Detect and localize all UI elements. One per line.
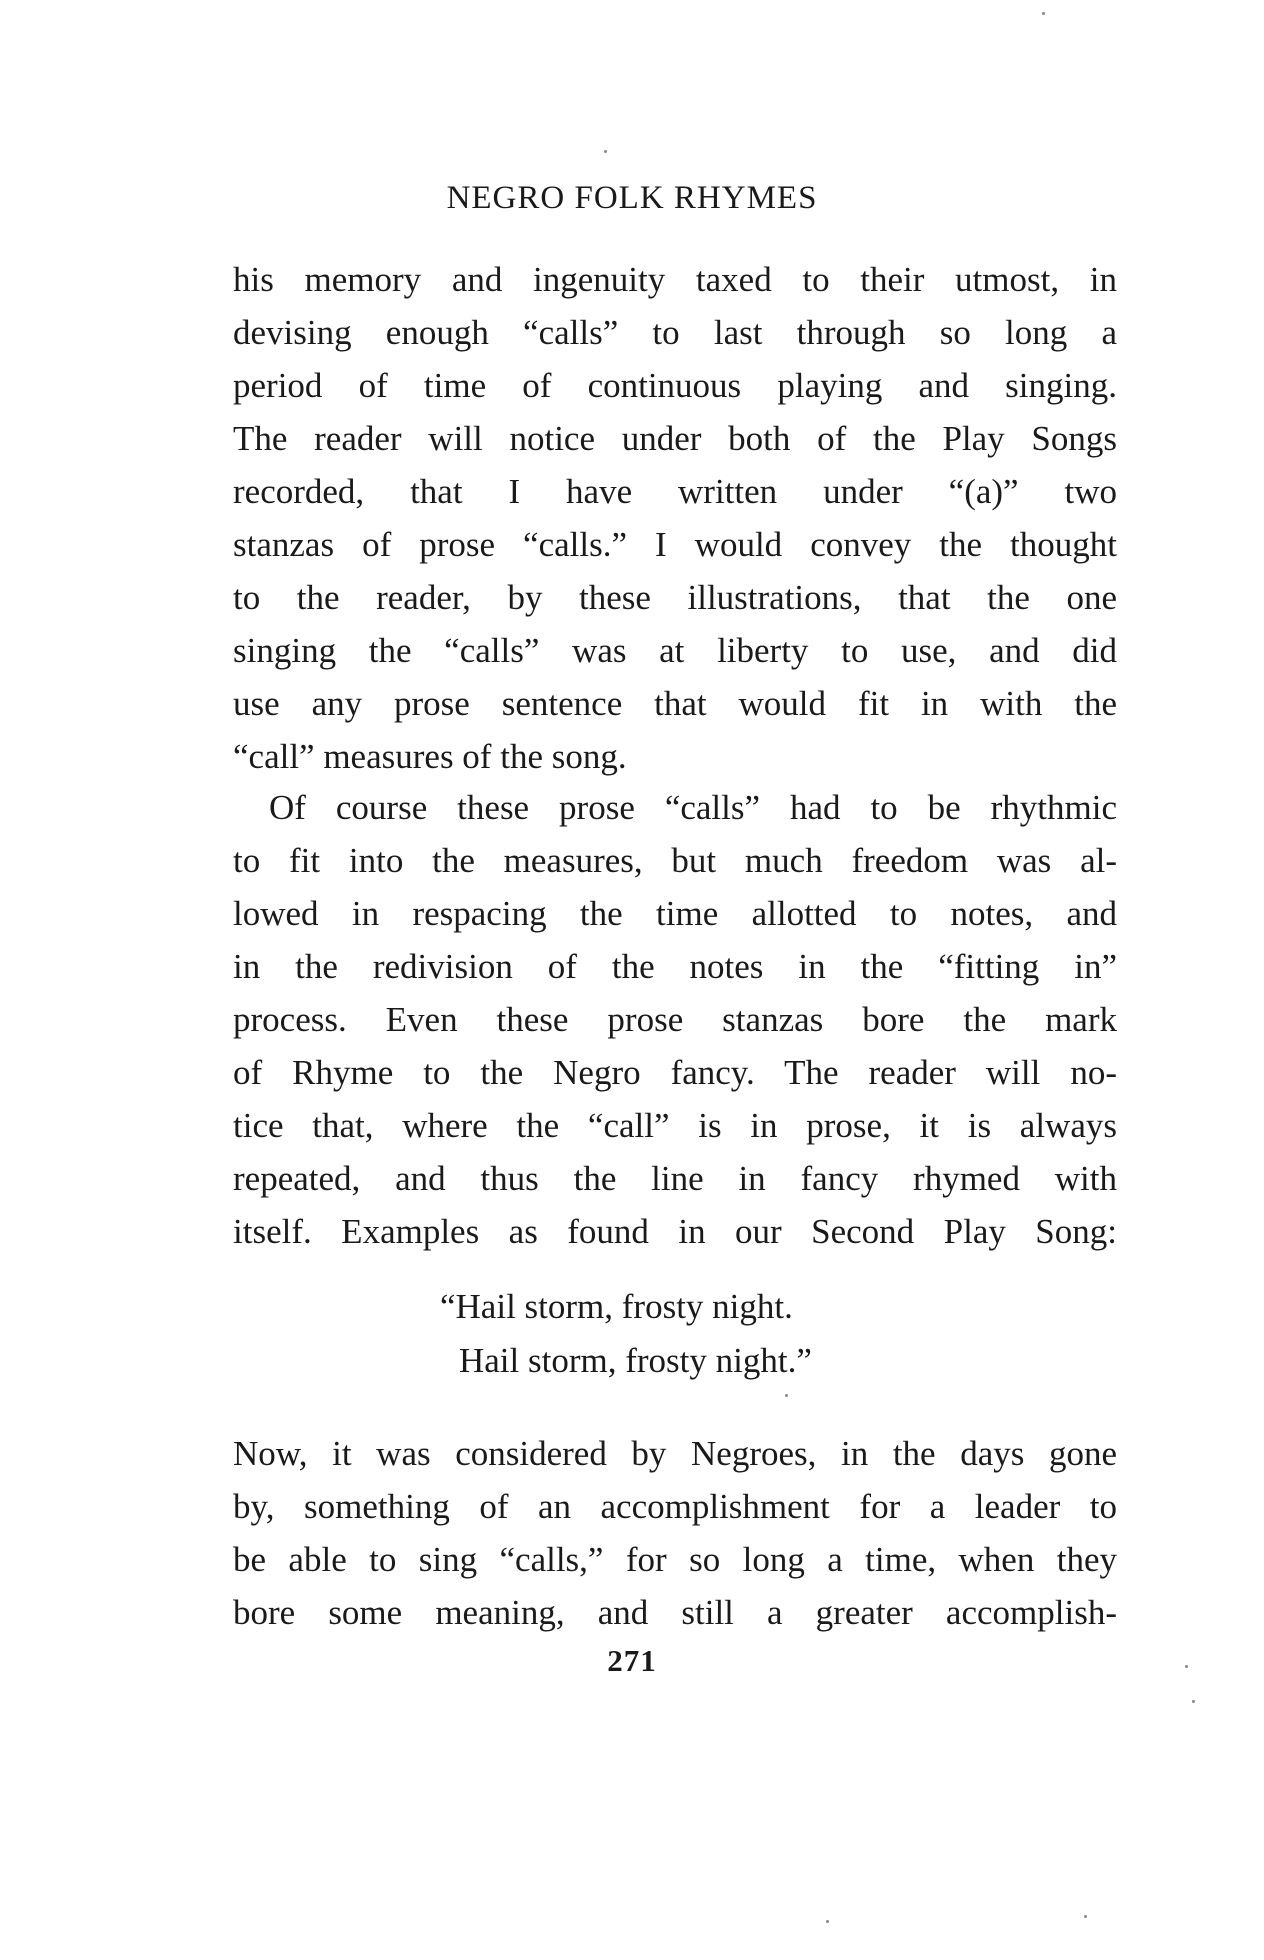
scan-speck xyxy=(785,1394,788,1397)
text-line: Of course these prose “calls” had to be rhythmic xyxy=(269,788,1117,827)
scan-speck xyxy=(1042,12,1045,15)
text-line: devising enough “calls” to last through so long a xyxy=(233,313,1117,352)
text-line: his memory and ingenuity taxed to their utmost, in xyxy=(233,260,1117,299)
text-line: The reader will notice under both of the Play Songs xyxy=(233,419,1117,458)
text-line: use any prose sentence that would fit in with the xyxy=(233,684,1117,723)
text-line: period of time of continuous playing and singing. xyxy=(233,366,1117,405)
text-line: by, something of an accomplishment for a leader to xyxy=(233,1487,1117,1526)
scan-speck xyxy=(1185,1665,1188,1668)
text-line: of Rhyme to the Negro fancy. The reader will no- xyxy=(233,1053,1117,1092)
text-line: recorded, that I have written under “(a)” two xyxy=(233,472,1117,511)
text-line: in the redivision of the notes in the “fitting in” xyxy=(233,947,1117,986)
scan-speck xyxy=(1192,1700,1195,1703)
text-line: “call” measures of the song. xyxy=(233,737,627,776)
scan-speck xyxy=(1084,1915,1087,1918)
text-line: Now, it was considered by Negroes, in the days gone xyxy=(233,1434,1117,1473)
text-line: itself. Examples as found in our Second Play Song: xyxy=(233,1212,1117,1251)
text-line: tice that, where the “call” is in prose, it is always xyxy=(233,1106,1117,1145)
text-line: to fit into the measures, but much freedom was al- xyxy=(233,841,1117,880)
paragraph-1 xyxy=(233,253,1117,783)
text-line: repeated, and thus the line in fancy rhymed with xyxy=(233,1159,1117,1198)
text-line: bore some meaning, and still a greater accomplish- xyxy=(233,1593,1117,1632)
text-line: be able to sing “calls,” for so long a time, when they xyxy=(233,1540,1117,1579)
paragraph-2 xyxy=(233,781,1117,1258)
scan-speck xyxy=(826,1920,829,1923)
text-line: singing the “calls” was at liberty to use, and did xyxy=(233,631,1117,670)
text-line: lowed in respacing the time allotted to notes, and xyxy=(233,894,1117,933)
verse-line: Hail storm, frosty night.” xyxy=(459,1341,812,1380)
paragraph-3 xyxy=(233,1427,1117,1639)
page-number: 271 xyxy=(607,1643,657,1678)
running-head: NEGRO FOLK RHYMES xyxy=(446,180,818,216)
text-line: stanzas of prose “calls.” I would convey the thought xyxy=(233,525,1117,564)
text-line: process. Even these prose stanzas bore the mark xyxy=(233,1000,1117,1039)
verse-line: “Hail storm, frosty night. xyxy=(440,1287,793,1326)
scan-speck xyxy=(604,150,607,153)
text-line: to the reader, by these illustrations, that the one xyxy=(233,578,1117,617)
